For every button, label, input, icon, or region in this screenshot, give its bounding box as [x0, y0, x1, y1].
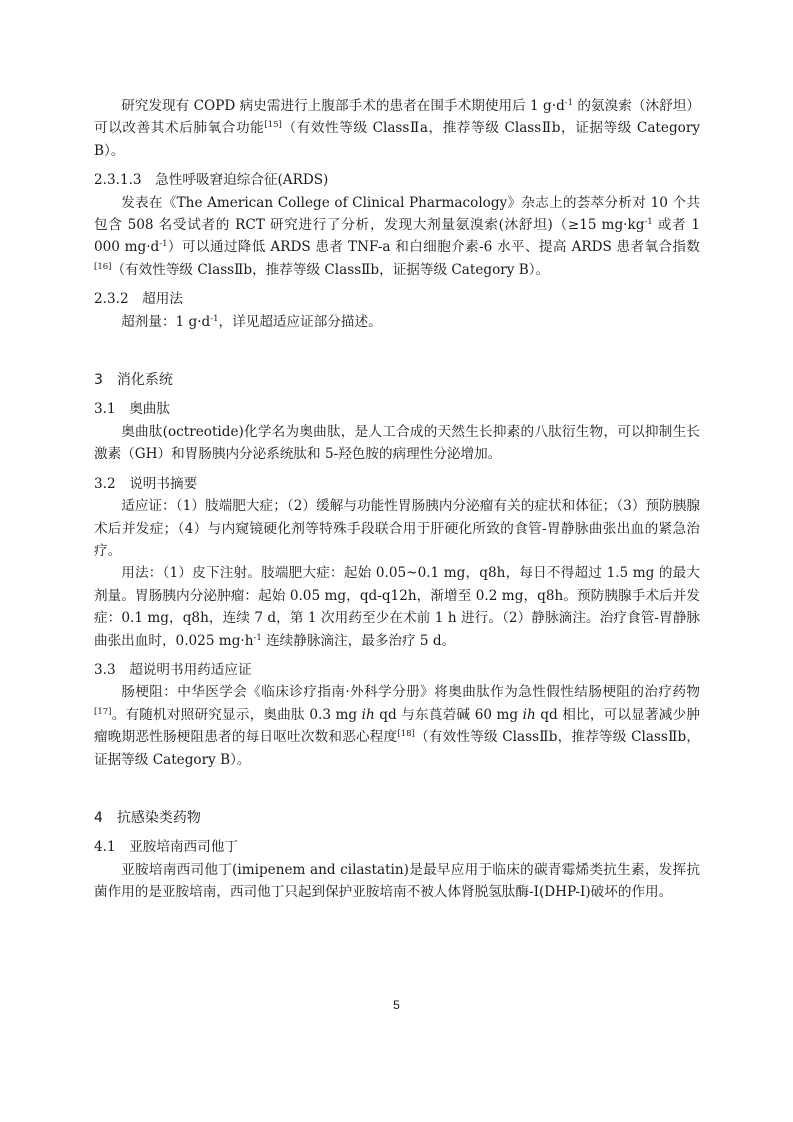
heading-3-3-off-label-indications: 3.3 超说明书用药适应证: [94, 661, 252, 678]
paragraph-indications: [94, 495, 700, 562]
paragraph-dosage: [94, 562, 700, 652]
text-run: （有效性等级 ClassⅡb，推荐等级 ClassⅡb，证据等级 Category B）。: [94, 729, 701, 768]
text-run: 用法：（1）皮下注射。肢端肥大症：起始 0.05~0.1 mg，q8h，每日不得超过 1.5 mg 的最大剂量。胃肠胰内分泌肿瘤：起始 0.05 mg，qd-q12h，渐增至 0.2 mg，q8h。预防胰腺手术后并发症：0.1 mg，q8h，连续 7 d，第 1 次用药至少在术前 1 h 进行。（2）静脉滴注。治疗食管-胃静脉曲张出血时，0.025 mg·h: [94, 565, 700, 649]
citation-superscript: -1: [159, 239, 168, 250]
citation-superscript: -1: [564, 98, 574, 108]
citation-superscript: -1: [644, 217, 653, 228]
citation-superscript: -1: [253, 632, 262, 643]
text-run: 的氨溴索（沐舒坦）可以改善其术后肺氧合功能: [94, 98, 700, 137]
heading-3-2-label-summary: 3.2 说明书摘要: [94, 475, 198, 492]
text-run: 亚胺培南西司他丁(imipenem and cilastatin)是最早应用于临床的碳青霉烯类抗生素，发挥抗菌作用的是亚胺培南，西司他丁只起到保护亚胺培南不被人体肾脱氢肽酶-I(DHP-I)破坏的作用。: [94, 861, 700, 901]
paragraph-imipenem-intro: [94, 859, 700, 904]
citation-superscript: [17]: [94, 706, 112, 717]
text-run: 超剂量：1 g·d: [121, 313, 211, 330]
text-run: 连续静脉滴注，最多治疗 5 d。: [261, 632, 456, 649]
text-run: 奥曲肽(octreotide)化学名为奥曲肽，是人工合成的天然生长抑素的八肽衍生物，可以抑制生长激素（GH）和胃肠胰内分泌系统肽和 5-羟色胺的病理性分泌增加。: [94, 423, 700, 463]
citation-superscript: [16]: [94, 261, 112, 272]
heading-3-1-octreotide: 3.1 奥曲肽: [94, 401, 170, 418]
text-run: qd 与东莨菪碱 60 mg: [374, 706, 523, 723]
text-run: 肠梗阻：中华医学会《临床诊疗指南·外科学分册》将奥曲肽作为急性假性结肠梗阻的治疗药物: [121, 684, 700, 701]
heading-4-1-imipenem-cilastatin: 4.1 亚胺培南西司他丁: [94, 839, 238, 856]
paragraph-bowel-obstruction: [94, 681, 700, 771]
heading-4-anti-infectives: 4 抗感染类药物: [94, 809, 201, 826]
italic-term: ih: [361, 706, 375, 723]
paragraph-ards-meta-analysis: [94, 192, 700, 282]
heading-2-3-2-off-label-usage: 2.3.2 超用法: [94, 291, 183, 308]
text-run: 或者 1 000 mg·d: [94, 217, 700, 256]
paragraph-copd-ambroxol: [94, 95, 700, 162]
heading-3-digestive-system: 3 消化系统: [94, 372, 173, 389]
paragraph-octreotide-intro: [94, 421, 700, 466]
citation-superscript: [15]: [264, 120, 282, 131]
text-run: ，详见超适应证部分描述。: [218, 313, 382, 330]
text-run: 。有随机对照研究显示，奥曲肽 0.3 mg: [111, 706, 362, 723]
text-run: （有效性等级 ClassⅡa，推荐等级 ClassⅡb，证据等级 Category B）。: [94, 120, 701, 159]
text-run: 研究发现有 COPD 病史需进行上腹部手术的患者在围手术期使用后 1 g·d: [121, 98, 565, 114]
document-body: [94, 95, 700, 904]
page-number: 5: [393, 998, 400, 1012]
citation-superscript: [18]: [397, 729, 415, 740]
text-run: 发表在《The American College of Clinical Pharmacology》杂志上的荟萃分析对 10 个共包含 508 名受试者的 RCT 研究进行了分析，发现大剂量氨溴索(沐舒坦)（≥15 mg·kg: [94, 194, 700, 234]
citation-superscript: -1: [210, 313, 219, 324]
heading-2-3-1-3-ards: 2.3.1.3 急性呼吸窘迫综合征(ARDS): [94, 172, 329, 189]
text-run: qd 相比，可以显著减少肿瘤晚期恶性肠梗阻患者的每日呕吐次数和恶心程度: [94, 706, 700, 746]
text-run: （有效性等级 ClassⅡb，推荐等级 ClassⅡb，证据等级 Category B）。: [111, 261, 550, 278]
italic-term: ih: [522, 706, 536, 723]
paragraph-overdose: [94, 311, 700, 333]
text-run: 适应证：（1）肢端肥大症；（2）缓解与功能性胃肠胰内分泌瘤有关的症状和体征；（3）预防胰腺术后并发症；（4）与内窥镜硬化剂等特殊手段联合用于肝硬化所致的食管-胃静脉曲张出血的紧急治疗。: [94, 498, 700, 559]
text-run: ）可以通过降低 ARDS 患者 TNF-a 和白细胞介素-6 水平、提高 ARDS 患者氧合指数: [167, 239, 700, 256]
